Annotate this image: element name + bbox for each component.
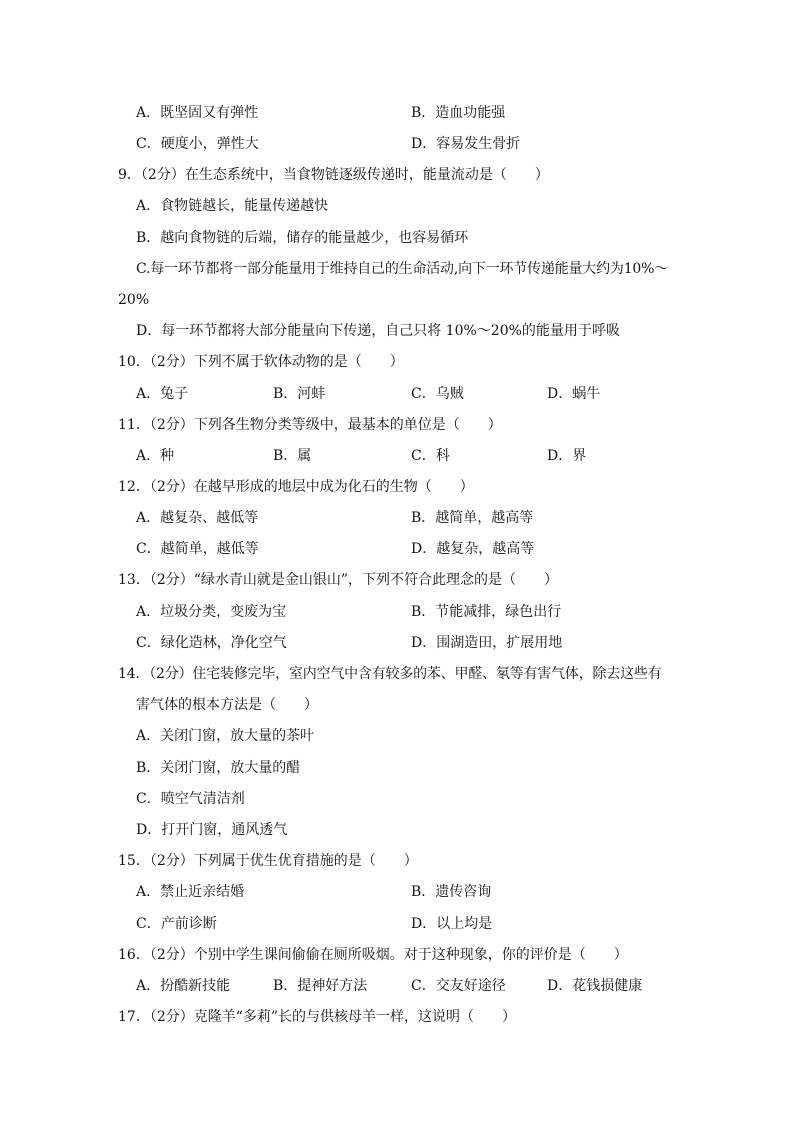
q11-stem: 11．（2分）下列各生物分类等级中，最基本的单位是（ ） bbox=[118, 417, 502, 433]
q12-option-a: A．越复杂、越低等 bbox=[136, 510, 259, 526]
q8-option-a: A．既坚固又有弹性 bbox=[136, 105, 259, 121]
q10-stem: 10．（2分）下列不属于软体动物的是（ ） bbox=[118, 354, 404, 370]
q12-option-c: C．越简单，越低等 bbox=[136, 541, 259, 557]
q14-option-a: A．关闭门窗，放大量的茶叶 bbox=[136, 728, 315, 744]
q11-option-a: A．种 bbox=[136, 448, 175, 464]
q8-option-d: D．容易发生骨折 bbox=[411, 136, 521, 152]
q15-option-a: A．禁止近亲结婚 bbox=[136, 884, 245, 900]
q11-option-c: C．科 bbox=[411, 448, 450, 464]
q16-option-a: A．扮酷新技能 bbox=[136, 978, 231, 994]
q17-stem: 17．（2分）克隆羊“多莉”长的与供核母羊一样，这说明（ ） bbox=[118, 1009, 517, 1025]
q8-option-b: B．造血功能强 bbox=[411, 105, 506, 121]
q16-stem: 16．（2分）个别中学生课间偷偷在厕所吸烟。对于这种现象，你的评价是（ ） bbox=[118, 947, 628, 963]
q9-stem: 9．（2分）在生态系统中，当食物链逐级传递时，能量流动是（ ） bbox=[118, 167, 549, 183]
q15-stem: 15．（2分）下列属于优生优育措施的是（ ） bbox=[118, 853, 418, 869]
q10-option-a: A．兔子 bbox=[136, 386, 189, 402]
q11-option-b: B．属 bbox=[273, 448, 312, 464]
q9-option-c-cont: 20% bbox=[118, 292, 150, 308]
q12-option-b: B．越简单，越高等 bbox=[411, 510, 534, 526]
q14-option-c: C．喷空气清洁剂 bbox=[136, 791, 245, 807]
q13-option-d: D．围湖造田，扩展用地 bbox=[411, 635, 563, 651]
q10-option-d: D．蜗牛 bbox=[547, 386, 601, 402]
q8-option-c: C．硬度小，弹性大 bbox=[136, 136, 259, 152]
q9-option-c: C.每一环节都将一部分能量用于维持自己的生命活动,向下一环节传递能量大约为10%～ bbox=[136, 261, 669, 277]
q16-option-d: D．花钱损健康 bbox=[547, 978, 643, 994]
q10-option-b: B．河蚌 bbox=[273, 386, 326, 402]
q15-option-d: D．以上均是 bbox=[411, 916, 493, 932]
q15-option-b: B．遗传咨询 bbox=[411, 884, 492, 900]
q16-option-b: B．提神好方法 bbox=[273, 978, 368, 994]
q13-option-c: C．绿化造林，净化空气 bbox=[136, 635, 287, 651]
q10-option-c: C．乌贼 bbox=[411, 386, 464, 402]
q9-option-b: B．越向食物链的后端，储存的能量越少，也容易循环 bbox=[136, 230, 469, 246]
q14-stem-cont: 害气体的根本方法是（ ） bbox=[136, 697, 318, 713]
q12-stem: 12．（2分）在越早形成的地层中成为化石的生物（ ） bbox=[118, 479, 474, 495]
q14-option-d: D．打开门窗，通风透气 bbox=[136, 822, 288, 838]
q16-option-c: C．交友好途径 bbox=[411, 978, 506, 994]
q12-option-d: D．越复杂，越高等 bbox=[411, 541, 535, 557]
q11-option-d: D．界 bbox=[547, 448, 587, 464]
q9-option-a: A．食物链越长，能量传递越快 bbox=[136, 198, 329, 214]
q13-stem: 13．（2分）“绿水青山就是金山银山”，下列不符合此理念的是（ ） bbox=[118, 572, 559, 588]
q13-option-b: B．节能减排，绿色出行 bbox=[411, 604, 562, 620]
q14-option-b: B．关闭门窗，放大量的醋 bbox=[136, 760, 301, 776]
q14-stem: 14．（2分）住宅装修完毕，室内空气中含有较多的苯、甲醛、氡等有害气体，除去这些有 bbox=[118, 666, 662, 682]
q13-option-a: A．垃圾分类，变废为宝 bbox=[136, 604, 287, 620]
q15-option-c: C．产前诊断 bbox=[136, 916, 217, 932]
q9-option-d: D．每一环节都将大部分能量向下传递，自己只将 10%～20%的能量用于呼吸 bbox=[136, 323, 620, 339]
